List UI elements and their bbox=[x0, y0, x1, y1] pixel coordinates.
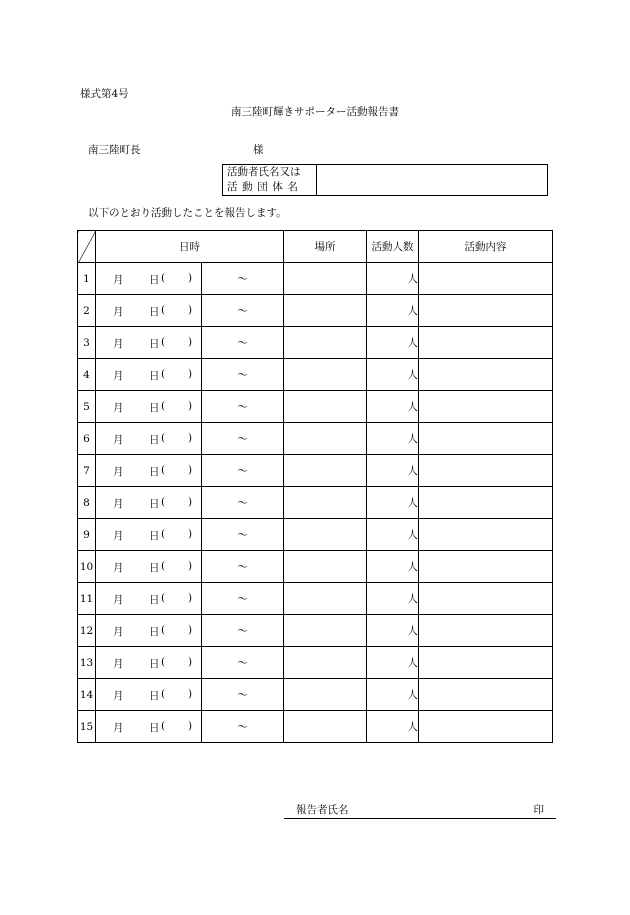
row-number: 8 bbox=[78, 487, 96, 519]
month-unit: 月 bbox=[113, 306, 124, 318]
place-cell[interactable] bbox=[284, 615, 367, 647]
time-range-tilde: ～ bbox=[237, 497, 248, 509]
person-unit: 人 bbox=[407, 625, 418, 637]
participants-cell[interactable] bbox=[367, 679, 419, 711]
row-number: 2 bbox=[78, 295, 96, 327]
row-number: 1 bbox=[78, 263, 96, 295]
time-range-tilde: ～ bbox=[237, 305, 248, 317]
table-row bbox=[78, 359, 553, 391]
content-cell[interactable] bbox=[419, 487, 553, 519]
row-number: 14 bbox=[78, 679, 96, 711]
day-unit: 日 bbox=[149, 434, 160, 446]
time-cell[interactable] bbox=[202, 583, 284, 615]
month-unit: 月 bbox=[113, 370, 124, 382]
person-unit: 人 bbox=[407, 273, 418, 285]
day-unit: 日 bbox=[149, 338, 160, 350]
date-cell[interactable] bbox=[96, 647, 202, 679]
header-content: 活動内容 bbox=[419, 231, 553, 263]
reporter-label-line2: 活動団体名 bbox=[227, 181, 303, 193]
content-cell[interactable] bbox=[419, 615, 553, 647]
paren-close: ) bbox=[188, 560, 193, 572]
document-title: 南三陸町輝きサポーター活動報告書 bbox=[231, 106, 399, 118]
month-unit: 月 bbox=[113, 722, 124, 734]
row-number: 6 bbox=[78, 423, 96, 455]
date-cell[interactable] bbox=[96, 711, 202, 743]
table-header-row bbox=[78, 231, 553, 263]
reporter-signature-line[interactable] bbox=[284, 802, 556, 819]
participants-cell[interactable] bbox=[367, 519, 419, 551]
paren-open: ( bbox=[161, 528, 166, 540]
row-number: 15 bbox=[78, 711, 96, 743]
row-number: 10 bbox=[78, 551, 96, 583]
table-row bbox=[78, 711, 553, 743]
time-range-tilde: ～ bbox=[237, 721, 248, 733]
date-cell[interactable] bbox=[96, 391, 202, 423]
reporter-label-line1: 活動者氏名又は bbox=[227, 166, 301, 178]
place-cell[interactable] bbox=[284, 455, 367, 487]
month-unit: 月 bbox=[113, 530, 124, 542]
table-row bbox=[78, 647, 553, 679]
paren-close: ) bbox=[188, 400, 193, 412]
date-cell[interactable] bbox=[96, 327, 202, 359]
time-cell[interactable] bbox=[202, 263, 284, 295]
paren-open: ( bbox=[161, 336, 166, 348]
day-unit: 日 bbox=[149, 274, 160, 286]
date-cell[interactable] bbox=[96, 455, 202, 487]
place-cell[interactable] bbox=[284, 647, 367, 679]
participants-cell[interactable] bbox=[367, 359, 419, 391]
time-range-tilde: ～ bbox=[237, 529, 248, 541]
time-cell[interactable] bbox=[202, 615, 284, 647]
participants-cell[interactable] bbox=[367, 391, 419, 423]
row-number: 5 bbox=[78, 391, 96, 423]
time-cell[interactable] bbox=[202, 455, 284, 487]
paren-close: ) bbox=[188, 304, 193, 316]
month-unit: 月 bbox=[113, 466, 124, 478]
row-number: 11 bbox=[78, 583, 96, 615]
table-row bbox=[78, 391, 553, 423]
content-cell[interactable] bbox=[419, 679, 553, 711]
time-cell[interactable] bbox=[202, 647, 284, 679]
person-unit: 人 bbox=[407, 337, 418, 349]
participants-cell[interactable] bbox=[367, 711, 419, 743]
paren-open: ( bbox=[161, 432, 166, 444]
place-cell[interactable] bbox=[284, 711, 367, 743]
table-row bbox=[78, 263, 553, 295]
paren-close: ) bbox=[188, 432, 193, 444]
content-cell[interactable] bbox=[419, 519, 553, 551]
time-range-tilde: ～ bbox=[237, 273, 248, 285]
seal-mark: 印 bbox=[533, 804, 544, 816]
day-unit: 日 bbox=[149, 466, 160, 478]
paren-close: ) bbox=[188, 720, 193, 732]
participants-cell[interactable] bbox=[367, 615, 419, 647]
person-unit: 人 bbox=[407, 721, 418, 733]
row-number: 9 bbox=[78, 519, 96, 551]
time-range-tilde: ～ bbox=[237, 401, 248, 413]
content-cell[interactable] bbox=[419, 295, 553, 327]
table-row bbox=[78, 423, 553, 455]
place-cell[interactable] bbox=[284, 359, 367, 391]
addressee-honorific: 様 bbox=[253, 144, 264, 156]
person-unit: 人 bbox=[407, 401, 418, 413]
time-cell[interactable] bbox=[202, 327, 284, 359]
content-cell[interactable] bbox=[419, 455, 553, 487]
time-range-tilde: ～ bbox=[237, 657, 248, 669]
table-row bbox=[78, 455, 553, 487]
participants-cell[interactable] bbox=[367, 583, 419, 615]
header-participants: 活動人数 bbox=[367, 231, 419, 263]
content-cell[interactable] bbox=[419, 327, 553, 359]
paren-open: ( bbox=[161, 368, 166, 380]
content-cell[interactable] bbox=[419, 391, 553, 423]
day-unit: 日 bbox=[149, 370, 160, 382]
time-cell[interactable] bbox=[202, 359, 284, 391]
time-cell[interactable] bbox=[202, 423, 284, 455]
day-unit: 日 bbox=[149, 658, 160, 670]
day-unit: 日 bbox=[149, 402, 160, 414]
time-range-tilde: ～ bbox=[237, 561, 248, 573]
day-unit: 日 bbox=[149, 626, 160, 638]
date-cell[interactable] bbox=[96, 359, 202, 391]
paren-open: ( bbox=[161, 400, 166, 412]
content-cell[interactable] bbox=[419, 359, 553, 391]
table-row bbox=[78, 327, 553, 359]
month-unit: 月 bbox=[113, 594, 124, 606]
day-unit: 日 bbox=[149, 562, 160, 574]
form-number: 様式第4号 bbox=[80, 88, 129, 100]
time-cell[interactable] bbox=[202, 391, 284, 423]
place-cell[interactable] bbox=[284, 679, 367, 711]
paren-close: ) bbox=[188, 368, 193, 380]
content-cell[interactable] bbox=[419, 551, 553, 583]
table-row bbox=[78, 487, 553, 519]
reporter-signature-label: 報告者氏名 bbox=[296, 804, 349, 816]
paren-open: ( bbox=[161, 464, 166, 476]
paren-close: ) bbox=[188, 496, 193, 508]
reporter-name-field[interactable] bbox=[319, 165, 545, 195]
day-unit: 日 bbox=[149, 306, 160, 318]
date-cell[interactable] bbox=[96, 263, 202, 295]
content-cell[interactable] bbox=[419, 583, 553, 615]
person-unit: 人 bbox=[407, 433, 418, 445]
participants-cell[interactable] bbox=[367, 263, 419, 295]
time-cell[interactable] bbox=[202, 487, 284, 519]
paren-open: ( bbox=[161, 496, 166, 508]
participants-cell[interactable] bbox=[367, 423, 419, 455]
time-range-tilde: ～ bbox=[237, 689, 248, 701]
content-cell[interactable] bbox=[419, 423, 553, 455]
content-cell[interactable] bbox=[419, 263, 553, 295]
participants-cell[interactable] bbox=[367, 327, 419, 359]
row-number: 12 bbox=[78, 615, 96, 647]
person-unit: 人 bbox=[407, 497, 418, 509]
time-range-tilde: ～ bbox=[237, 433, 248, 445]
time-cell[interactable] bbox=[202, 711, 284, 743]
reporter-name-label bbox=[223, 165, 317, 195]
person-unit: 人 bbox=[407, 529, 418, 541]
participants-cell[interactable] bbox=[367, 551, 419, 583]
month-unit: 月 bbox=[113, 690, 124, 702]
row-number: 13 bbox=[78, 647, 96, 679]
paren-open: ( bbox=[161, 592, 166, 604]
intro-text: 以下のとおり活動したことを報告します。 bbox=[88, 207, 287, 219]
person-unit: 人 bbox=[407, 369, 418, 381]
month-unit: 月 bbox=[113, 498, 124, 510]
person-unit: 人 bbox=[407, 657, 418, 669]
participants-cell[interactable] bbox=[367, 647, 419, 679]
month-unit: 月 bbox=[113, 626, 124, 638]
paren-open: ( bbox=[161, 272, 166, 284]
date-cell[interactable] bbox=[96, 551, 202, 583]
paren-close: ) bbox=[188, 336, 193, 348]
header-place: 場所 bbox=[284, 231, 367, 263]
reporter-name-box bbox=[222, 164, 548, 196]
day-unit: 日 bbox=[149, 498, 160, 510]
month-unit: 月 bbox=[113, 658, 124, 670]
paren-open: ( bbox=[161, 304, 166, 316]
date-cell[interactable] bbox=[96, 583, 202, 615]
place-cell[interactable] bbox=[284, 391, 367, 423]
paren-close: ) bbox=[188, 528, 193, 540]
month-unit: 月 bbox=[113, 274, 124, 286]
day-unit: 日 bbox=[149, 594, 160, 606]
place-cell[interactable] bbox=[284, 263, 367, 295]
time-cell[interactable] bbox=[202, 679, 284, 711]
time-range-tilde: ～ bbox=[237, 465, 248, 477]
day-unit: 日 bbox=[149, 530, 160, 542]
table-row bbox=[78, 519, 553, 551]
paren-close: ) bbox=[188, 624, 193, 636]
table-body bbox=[78, 263, 553, 743]
place-cell[interactable] bbox=[284, 423, 367, 455]
content-cell[interactable] bbox=[419, 647, 553, 679]
person-unit: 人 bbox=[407, 305, 418, 317]
date-cell[interactable] bbox=[96, 487, 202, 519]
row-number: 3 bbox=[78, 327, 96, 359]
place-cell[interactable] bbox=[284, 551, 367, 583]
paren-close: ) bbox=[188, 464, 193, 476]
row-number: 7 bbox=[78, 455, 96, 487]
month-unit: 月 bbox=[113, 434, 124, 446]
time-range-tilde: ～ bbox=[237, 593, 248, 605]
person-unit: 人 bbox=[407, 561, 418, 573]
paren-close: ) bbox=[188, 688, 193, 700]
paren-close: ) bbox=[188, 656, 193, 668]
paren-open: ( bbox=[161, 656, 166, 668]
table-row bbox=[78, 615, 553, 647]
table-row bbox=[78, 551, 553, 583]
participants-cell[interactable] bbox=[367, 455, 419, 487]
month-unit: 月 bbox=[113, 338, 124, 350]
date-cell[interactable] bbox=[96, 295, 202, 327]
time-cell[interactable] bbox=[202, 295, 284, 327]
time-cell[interactable] bbox=[202, 519, 284, 551]
date-cell[interactable] bbox=[96, 519, 202, 551]
month-unit: 月 bbox=[113, 402, 124, 414]
paren-close: ) bbox=[188, 272, 193, 284]
place-cell[interactable] bbox=[284, 487, 367, 519]
month-unit: 月 bbox=[113, 562, 124, 574]
paren-open: ( bbox=[161, 688, 166, 700]
paren-open: ( bbox=[161, 624, 166, 636]
activity-table bbox=[77, 230, 553, 743]
participants-cell[interactable] bbox=[367, 295, 419, 327]
place-cell[interactable] bbox=[284, 519, 367, 551]
paren-open: ( bbox=[161, 720, 166, 732]
day-unit: 日 bbox=[149, 722, 160, 734]
diagonal-corner-cell bbox=[78, 231, 96, 263]
table-row bbox=[78, 295, 553, 327]
date-cell[interactable] bbox=[96, 615, 202, 647]
date-cell[interactable] bbox=[96, 423, 202, 455]
time-range-tilde: ～ bbox=[237, 337, 248, 349]
paren-open: ( bbox=[161, 560, 166, 572]
participants-cell[interactable] bbox=[367, 487, 419, 519]
time-range-tilde: ～ bbox=[237, 369, 248, 381]
content-cell[interactable] bbox=[419, 711, 553, 743]
person-unit: 人 bbox=[407, 465, 418, 477]
place-cell[interactable] bbox=[284, 583, 367, 615]
row-number: 4 bbox=[78, 359, 96, 391]
day-unit: 日 bbox=[149, 690, 160, 702]
addressee-name: 南三陸町長 bbox=[88, 144, 141, 156]
time-cell[interactable] bbox=[202, 551, 284, 583]
time-range-tilde: ～ bbox=[237, 625, 248, 637]
table-row bbox=[78, 679, 553, 711]
place-cell[interactable] bbox=[284, 327, 367, 359]
place-cell[interactable] bbox=[284, 295, 367, 327]
paren-close: ) bbox=[188, 592, 193, 604]
date-cell[interactable] bbox=[96, 679, 202, 711]
person-unit: 人 bbox=[407, 689, 418, 701]
table-row bbox=[78, 583, 553, 615]
header-datetime: 日時 bbox=[96, 231, 284, 263]
person-unit: 人 bbox=[407, 593, 418, 605]
